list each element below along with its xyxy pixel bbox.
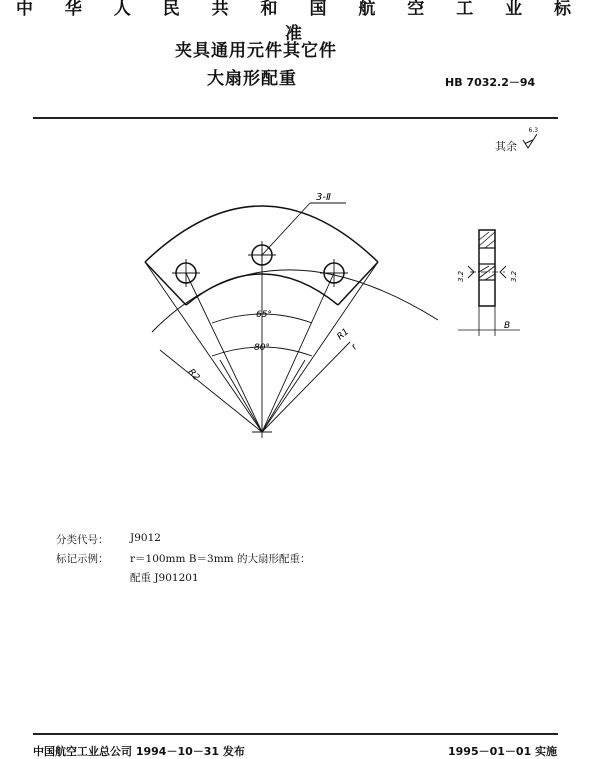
side-view bbox=[458, 230, 520, 336]
technical-drawing bbox=[0, 120, 600, 450]
hole-label: 3-Ⅱ bbox=[316, 192, 331, 203]
marking-example-label: 标记示例： bbox=[56, 553, 109, 565]
r2-label: R2 bbox=[185, 367, 202, 383]
roughness-value: 6.3 bbox=[528, 127, 539, 134]
classification-label: 分类代号： bbox=[56, 534, 109, 546]
angle-inner-label: 65° bbox=[256, 310, 272, 320]
r1-label: R1 bbox=[335, 326, 352, 343]
effective-date: 1995－01－01 实施 bbox=[448, 745, 558, 758]
title-line-2: 大扇形配重 bbox=[207, 69, 297, 89]
side-roughness-right: 3.2 bbox=[510, 270, 518, 282]
r-label: r bbox=[349, 342, 360, 353]
side-roughness-left: 3.2 bbox=[457, 270, 465, 282]
roughness-label: 其余 bbox=[495, 140, 517, 153]
b-label: B bbox=[504, 321, 511, 331]
title-line-1: 夹具通用元件其它件 bbox=[175, 41, 337, 61]
marking-example-value: r＝100mm B＝3mm 的大扇形配重： bbox=[130, 553, 311, 565]
header-rule bbox=[33, 117, 558, 119]
sector-left-side bbox=[145, 262, 186, 305]
standard-code: HB 7032.2－94 bbox=[445, 76, 536, 89]
issuer-text: 中国航空工业总公司 1994－10－31 发布 bbox=[33, 745, 245, 758]
marking-example-mark: 配重 J901201 bbox=[130, 572, 199, 584]
sector-outer-arc bbox=[145, 206, 378, 262]
footer-rule bbox=[33, 733, 558, 735]
classification-value: J9012 bbox=[130, 532, 161, 544]
sector-right-side bbox=[338, 262, 378, 305]
standard-organization: 中 华 人 民 共 和 国 航 空 工 业 标 准 bbox=[15, 0, 585, 44]
angle-outer-label: 80° bbox=[254, 343, 270, 353]
